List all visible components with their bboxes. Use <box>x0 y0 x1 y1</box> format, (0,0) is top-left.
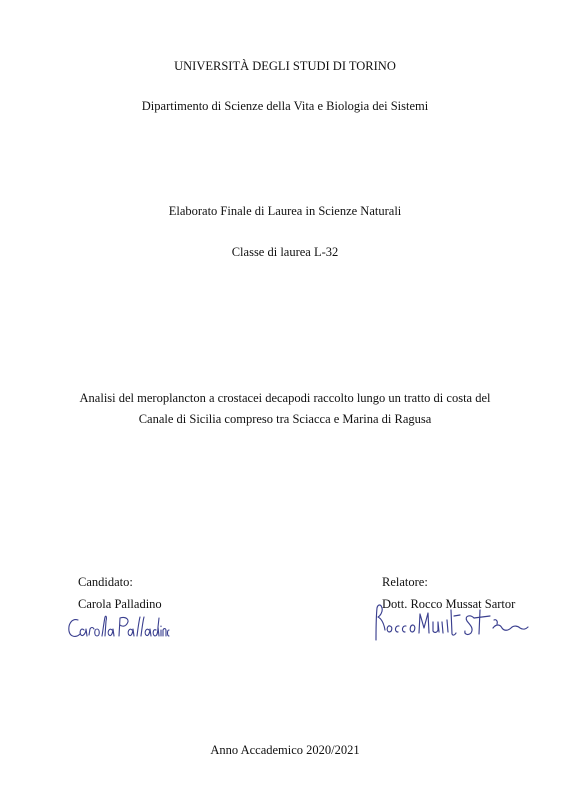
department-name: Dipartimento di Scienze della Vita e Biologia dei Sistemi <box>141 99 429 113</box>
candidate-label: Candidato: <box>78 575 133 589</box>
supervisor-label: Relatore: <box>382 575 428 589</box>
candidate-name: Carola Palladino <box>78 597 162 611</box>
degree-class: Classe di laurea L-32 <box>231 245 339 259</box>
supervisor-signature <box>368 600 532 644</box>
thesis-type: Elaborato Finale di Laurea in Scienze Naturali <box>168 204 402 218</box>
university-name: UNIVERSITÀ DEGLI STUDI DI TORINO <box>174 59 396 73</box>
academic-year: Anno Accademico 2020/2021 <box>210 743 360 757</box>
candidate-signature <box>66 612 170 642</box>
thesis-title: Analisi del meroplancton a crostacei decapodi raccolto lungo un tratto di costa del Canale di Sicilia compreso tra Sciacca e Marina di Ragusa <box>79 391 491 426</box>
supervisor-name: Dott. Rocco Mussat Sartor <box>382 597 516 611</box>
